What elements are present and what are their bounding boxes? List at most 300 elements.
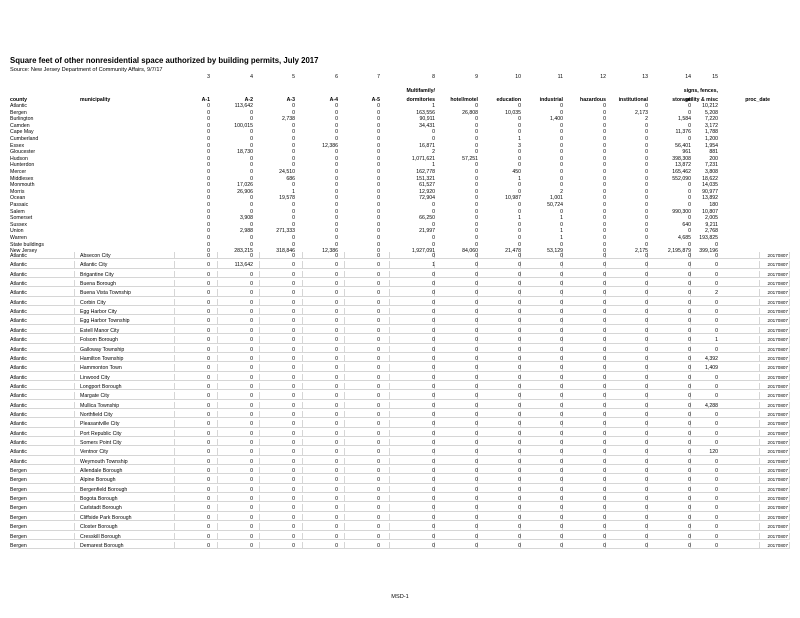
a3-cell: 0 [292, 262, 295, 269]
grid-cell [648, 402, 691, 409]
hazardous-cell: 0 [603, 374, 606, 381]
hotel-cell: 0 [475, 542, 478, 549]
a5-cell: 0 [377, 393, 380, 400]
industrial-cell: 0 [560, 221, 563, 228]
a4-cell: 0 [335, 365, 338, 372]
a3-cell: 0 [292, 253, 295, 259]
grid-cell [648, 271, 691, 278]
storage-cell: 0 [688, 458, 691, 465]
grid-cell [435, 317, 478, 324]
grid-cell [345, 504, 390, 511]
institutional-cell: 0 [645, 421, 648, 428]
hotel-cell: 0 [475, 281, 478, 288]
a1-cell: 0 [207, 346, 210, 353]
county-cell: Atlantic [10, 327, 28, 334]
grid-cell [260, 261, 303, 268]
grid-cell [606, 495, 648, 502]
storage-cell: 0 [688, 109, 691, 116]
storage-cell: 0 [688, 318, 691, 325]
hotel-cell: 0 [475, 458, 478, 465]
grid-cell [478, 346, 521, 353]
table-row [0, 458, 800, 466]
a3-cell: 0 [292, 202, 295, 208]
a3-cell: 0 [292, 299, 295, 306]
a5-cell: 0 [377, 109, 380, 116]
storage-cell: 0 [688, 241, 691, 248]
multifamily-cell: 0 [432, 253, 435, 259]
proc-date-cell: 20170807 [767, 533, 788, 539]
hazardous-cell: 0 [603, 262, 606, 269]
signs-cell: 1,954 [705, 142, 718, 149]
grid-cell [478, 542, 521, 549]
grid-cell [691, 271, 760, 278]
grid-cell [521, 327, 563, 334]
signs-cell: 0 [715, 533, 718, 540]
grid-cell [648, 476, 691, 483]
hazardous-cell: 0 [603, 514, 606, 521]
a3-cell: 0 [292, 402, 295, 409]
industrial-cell: 0 [560, 355, 563, 362]
grid-cell [175, 392, 218, 399]
hazardous-cell: 0 [603, 402, 606, 409]
hazardous-cell: 0 [603, 327, 606, 334]
grid-cell [521, 355, 563, 362]
grid-cell [478, 327, 521, 334]
grid-cell [345, 402, 390, 409]
county-cell: Sussex [10, 221, 28, 228]
hotel-cell: 0 [475, 421, 478, 428]
grid-cell [303, 336, 345, 343]
institutional-cell: 0 [645, 162, 648, 169]
institutional-cell: 2,175 [635, 248, 648, 255]
a2-cell: 0 [250, 208, 253, 215]
grid-cell [648, 523, 691, 530]
municipality-cell: Weymouth Township [80, 458, 128, 465]
grid-cell [175, 439, 218, 446]
grid-cell [648, 280, 691, 287]
education-cell: 0 [518, 262, 521, 269]
a3-cell: 0 [292, 411, 295, 418]
hazardous-cell: 0 [603, 365, 606, 372]
grid-cell [478, 458, 521, 465]
signs-cell: 2,005 [705, 215, 718, 222]
signs-cell: 0 [715, 262, 718, 269]
education-cell: 0 [518, 514, 521, 521]
proc-date-cell: 20170807 [767, 421, 788, 427]
multifamily-cell: 0 [432, 496, 435, 503]
grid-cell [606, 486, 648, 493]
a2-cell: 0 [250, 505, 253, 512]
hazardous-cell: 0 [603, 162, 606, 169]
a3-cell: 0 [292, 155, 295, 162]
storage-cell: 165,462 [672, 169, 691, 175]
grid-cell [648, 364, 691, 371]
column-number-9: 9 [475, 74, 478, 80]
industrial-cell: 50,724 [547, 202, 563, 208]
signs-cell: 4,392 [705, 355, 718, 362]
hazardous-cell: 0 [603, 449, 606, 456]
grid-cell [218, 458, 260, 465]
source-note: Source: New Jersey Department of Community Affairs, 9/7/17 [10, 67, 163, 73]
multifamily-cell: 0 [432, 136, 435, 142]
a5-cell: 0 [377, 299, 380, 306]
a1-cell: 0 [207, 365, 210, 372]
grid-cell [175, 467, 218, 474]
hazardous-cell: 0 [603, 318, 606, 325]
county-cell: Bergen [10, 477, 27, 484]
grid-cell [606, 317, 648, 324]
grid-cell [563, 252, 606, 259]
grid-cell [390, 523, 435, 530]
page-footer: MSD-1 [391, 594, 409, 600]
a4-cell: 0 [335, 496, 338, 503]
hotel-cell: 0 [475, 327, 478, 334]
a2-cell: 0 [250, 383, 253, 390]
a5-cell: 0 [377, 449, 380, 456]
signs-cell: 90,977 [702, 188, 718, 195]
grid-cell [691, 308, 760, 315]
institutional-cell: 0 [645, 262, 648, 269]
proc-date-cell: 20170807 [767, 542, 788, 548]
a1-cell: 0 [207, 393, 210, 400]
a4-cell: 0 [335, 393, 338, 400]
a1-cell: 0 [207, 468, 210, 475]
grid-cell [345, 542, 390, 549]
a2-cell: 2,988 [240, 228, 253, 235]
grid-cell [563, 402, 606, 409]
multifamily-cell: 34,431 [419, 122, 435, 129]
a1-cell: 0 [207, 162, 210, 169]
institutional-cell: 0 [645, 440, 648, 446]
storage-cell: 990,300 [672, 208, 691, 215]
industrial-cell: 0 [560, 421, 563, 428]
hotel-cell: 0 [475, 468, 478, 475]
grid-cell [648, 327, 691, 334]
grid-cell [345, 271, 390, 278]
a5-cell: 0 [377, 142, 380, 149]
county-cell: Ocean [10, 195, 26, 202]
a4-cell: 0 [335, 449, 338, 456]
grid-cell [691, 411, 760, 418]
county-cell: Atlantic [10, 402, 28, 409]
a1-cell: 0 [207, 402, 210, 409]
multifamily-cell: 12,920 [419, 188, 435, 195]
header-education: education [496, 97, 521, 103]
industrial-cell: 1 [560, 228, 563, 235]
storage-cell: 0 [688, 421, 691, 428]
education-cell: 0 [518, 486, 521, 493]
a2-cell: 0 [250, 374, 253, 381]
storage-cell: 0 [688, 346, 691, 353]
grid-cell [435, 261, 478, 268]
grid-cell [175, 486, 218, 493]
a4-cell: 0 [335, 374, 338, 381]
grid-cell [175, 523, 218, 530]
hazardous-cell: 0 [603, 281, 606, 288]
hotel-cell: 0 [475, 149, 478, 156]
grid-cell [648, 533, 691, 540]
grid-cell [345, 533, 390, 540]
grid-cell [345, 346, 390, 353]
grid-cell [390, 355, 435, 362]
municipality-cell: Absecon City [80, 253, 111, 259]
grid-cell [648, 467, 691, 474]
hazardous-cell: 0 [603, 149, 606, 156]
hazardous-cell: 0 [603, 411, 606, 418]
grid-cell [435, 402, 478, 409]
institutional-cell: 0 [645, 365, 648, 372]
institutional-cell: 0 [645, 215, 648, 222]
multifamily-cell: 162,778 [416, 169, 435, 175]
hazardous-cell: 0 [603, 346, 606, 353]
industrial-cell: 0 [560, 449, 563, 456]
table-row [0, 252, 800, 260]
storage-cell: 961 [682, 149, 691, 156]
hazardous-cell: 0 [603, 109, 606, 116]
grid-cell [345, 392, 390, 399]
grid-cell [260, 299, 303, 306]
grid-cell [521, 299, 563, 306]
header-hazardous: hazardous [580, 97, 606, 103]
hotel-cell: 0 [475, 271, 478, 278]
hotel-cell: 84,060 [462, 248, 478, 255]
a4-cell: 0 [335, 318, 338, 325]
grid-cell [521, 448, 563, 455]
a3-cell: 0 [292, 486, 295, 493]
a3-cell: 0 [292, 542, 295, 549]
grid-cell [435, 392, 478, 399]
grid-cell [691, 280, 760, 287]
a5-cell: 0 [377, 182, 380, 189]
proc-date-cell: 20170807 [767, 505, 788, 511]
hotel-cell: 0 [475, 182, 478, 189]
county-cell: Atlantic [10, 430, 28, 437]
storage-cell: 640 [682, 221, 691, 228]
grid-cell [606, 355, 648, 362]
grid-cell [345, 476, 390, 483]
grid-cell [303, 364, 345, 371]
storage-cell: 0 [688, 449, 691, 456]
column-number-4: 4 [250, 74, 253, 80]
proc-date-cell: 20170807 [767, 281, 788, 287]
column-number-10: 10 [515, 74, 521, 80]
grid-cell [648, 336, 691, 343]
municipality-cell: Carlstadt Borough [80, 505, 122, 512]
grid-cell [390, 299, 435, 306]
a4-cell: 0 [335, 215, 338, 222]
grid-cell [435, 430, 478, 437]
grid-cell [478, 252, 521, 259]
grid-cell [691, 533, 760, 540]
a3-cell: 0 [292, 440, 295, 446]
grid-cell [606, 252, 648, 259]
hotel-cell: 0 [475, 116, 478, 123]
county-cell: Atlantic [10, 281, 28, 288]
a1-cell: 0 [207, 486, 210, 493]
grid-cell [648, 383, 691, 390]
municipality-cell: Galloway Township [80, 346, 125, 353]
county-cell: Atlantic [10, 262, 28, 269]
industrial-cell: 0 [560, 103, 563, 109]
table-row [0, 317, 800, 325]
industrial-cell: 0 [560, 533, 563, 540]
hazardous-cell: 0 [603, 103, 606, 109]
grid-cell [218, 280, 260, 287]
grid-cell [218, 299, 260, 306]
storage-cell: 0 [688, 281, 691, 288]
a2-cell: 0 [250, 346, 253, 353]
signs-cell: 10,212 [702, 103, 718, 109]
grid-cell [345, 355, 390, 362]
grid-cell [478, 308, 521, 315]
hotel-cell: 0 [475, 449, 478, 456]
a2-cell: 0 [250, 514, 253, 521]
municipality-cell: Buena Vista Township [80, 290, 131, 297]
storage-cell: 0 [688, 228, 691, 235]
grid-cell [606, 299, 648, 306]
grid-cell [260, 504, 303, 511]
county-cell: State buildings [10, 241, 45, 248]
industrial-cell: 0 [560, 542, 563, 549]
a3-cell: 0 [292, 524, 295, 531]
table-row [0, 261, 800, 269]
table-row [0, 355, 800, 363]
a5-cell: 0 [377, 374, 380, 381]
grid-cell [260, 402, 303, 409]
a4-cell: 0 [335, 505, 338, 512]
industrial-cell: 0 [560, 129, 563, 136]
grid-cell [648, 346, 691, 353]
education-cell: 0 [518, 309, 521, 316]
municipality-cell: Mullica Township [80, 402, 120, 409]
grid-cell [648, 448, 691, 455]
storage-cell: 56,401 [675, 142, 691, 149]
municipality-cell: Brigantine City [80, 271, 114, 278]
grid-cell [691, 504, 760, 511]
header-a3: A-3 [286, 97, 295, 103]
proc-date-cell: 20170807 [767, 355, 788, 361]
education-cell: 0 [518, 122, 521, 129]
multifamily-cell: 0 [432, 281, 435, 288]
grid-cell [478, 420, 521, 427]
education-cell: 21,478 [505, 248, 521, 255]
institutional-cell: 0 [645, 514, 648, 521]
county-cell: Atlantic [10, 449, 28, 456]
grid-cell [260, 271, 303, 278]
a4-cell: 0 [335, 149, 338, 156]
signs-cell: 0 [715, 271, 718, 278]
a4-cell: 0 [335, 468, 338, 475]
county-cell: Salem [10, 208, 25, 215]
municipality-cell: Folsom Borough [80, 337, 119, 344]
county-cell: Warren [10, 235, 27, 241]
grid-cell [606, 402, 648, 409]
grid-cell [303, 271, 345, 278]
a2-cell: 0 [250, 175, 253, 182]
multifamily-cell: 0 [432, 299, 435, 306]
grid-cell [218, 533, 260, 540]
grid-cell [175, 327, 218, 334]
a5-cell: 0 [377, 281, 380, 288]
industrial-cell: 0 [560, 241, 563, 248]
grid-cell [260, 476, 303, 483]
table-row [0, 504, 800, 512]
grid-cell [260, 289, 303, 296]
municipality-cell: Closter Borough [80, 524, 118, 531]
storage-cell: 0 [688, 136, 691, 142]
grid-cell [175, 420, 218, 427]
grid-cell [435, 308, 478, 315]
multifamily-cell: 1 [432, 103, 435, 109]
a4-cell: 0 [335, 281, 338, 288]
proc-date-cell: 20170807 [767, 477, 788, 483]
multifamily-cell: 0 [432, 221, 435, 228]
grid-cell [175, 411, 218, 418]
signs-cell: 0 [715, 309, 718, 316]
industrial-cell: 0 [560, 290, 563, 297]
grid-cell [521, 374, 563, 381]
proc-date-cell: 20170807 [767, 271, 788, 277]
grid-cell [563, 327, 606, 334]
grid-cell [218, 317, 260, 324]
signs-cell: 18,622 [702, 175, 718, 182]
grid-cell [521, 420, 563, 427]
industrial-cell: 0 [560, 337, 563, 344]
a5-cell: 0 [377, 383, 380, 390]
a4-cell: 0 [335, 116, 338, 123]
education-cell: 0 [518, 103, 521, 109]
municipality-cell: Pleasantville City [80, 421, 120, 428]
grid-cell [175, 448, 218, 455]
table-row [0, 346, 800, 354]
a5-cell: 0 [377, 430, 380, 437]
multifamily-cell: 0 [432, 514, 435, 521]
hazardous-cell: 0 [603, 421, 606, 428]
hotel-cell: 0 [475, 533, 478, 540]
signs-cell: 0 [715, 477, 718, 484]
institutional-cell: 0 [645, 542, 648, 549]
grid-cell [521, 289, 563, 296]
grid-cell [345, 514, 390, 521]
multifamily-cell: 0 [432, 235, 435, 241]
municipality-cell: Atlantic City [80, 262, 108, 269]
grid-cell [303, 504, 345, 511]
storage-cell: 13,872 [675, 162, 691, 169]
multifamily-cell: 0 [432, 337, 435, 344]
a2-cell: 0 [250, 393, 253, 400]
a5-cell: 0 [377, 208, 380, 215]
institutional-cell: 0 [645, 318, 648, 325]
grid-cell [691, 514, 760, 521]
proc-date-cell: 20170807 [767, 458, 788, 464]
county-cell: Atlantic [10, 309, 28, 316]
column-number-15: 15 [712, 74, 718, 80]
storage-cell: 0 [688, 103, 691, 109]
multifamily-cell: 0 [432, 468, 435, 475]
education-cell: 0 [518, 337, 521, 344]
municipality-cell: Linwood City [80, 374, 110, 381]
a4-cell: 0 [335, 514, 338, 521]
municipality-cell: Egg Harbor Township [80, 318, 130, 325]
multifamily-cell: 0 [432, 458, 435, 465]
grid-cell [260, 448, 303, 455]
municipality-cell: Port Republic City [80, 430, 122, 437]
hotel-cell: 0 [475, 486, 478, 493]
a4-cell: 0 [335, 162, 338, 169]
grid-cell [175, 271, 218, 278]
proc-date-cell: 20170807 [767, 449, 788, 455]
hazardous-cell: 0 [603, 440, 606, 446]
